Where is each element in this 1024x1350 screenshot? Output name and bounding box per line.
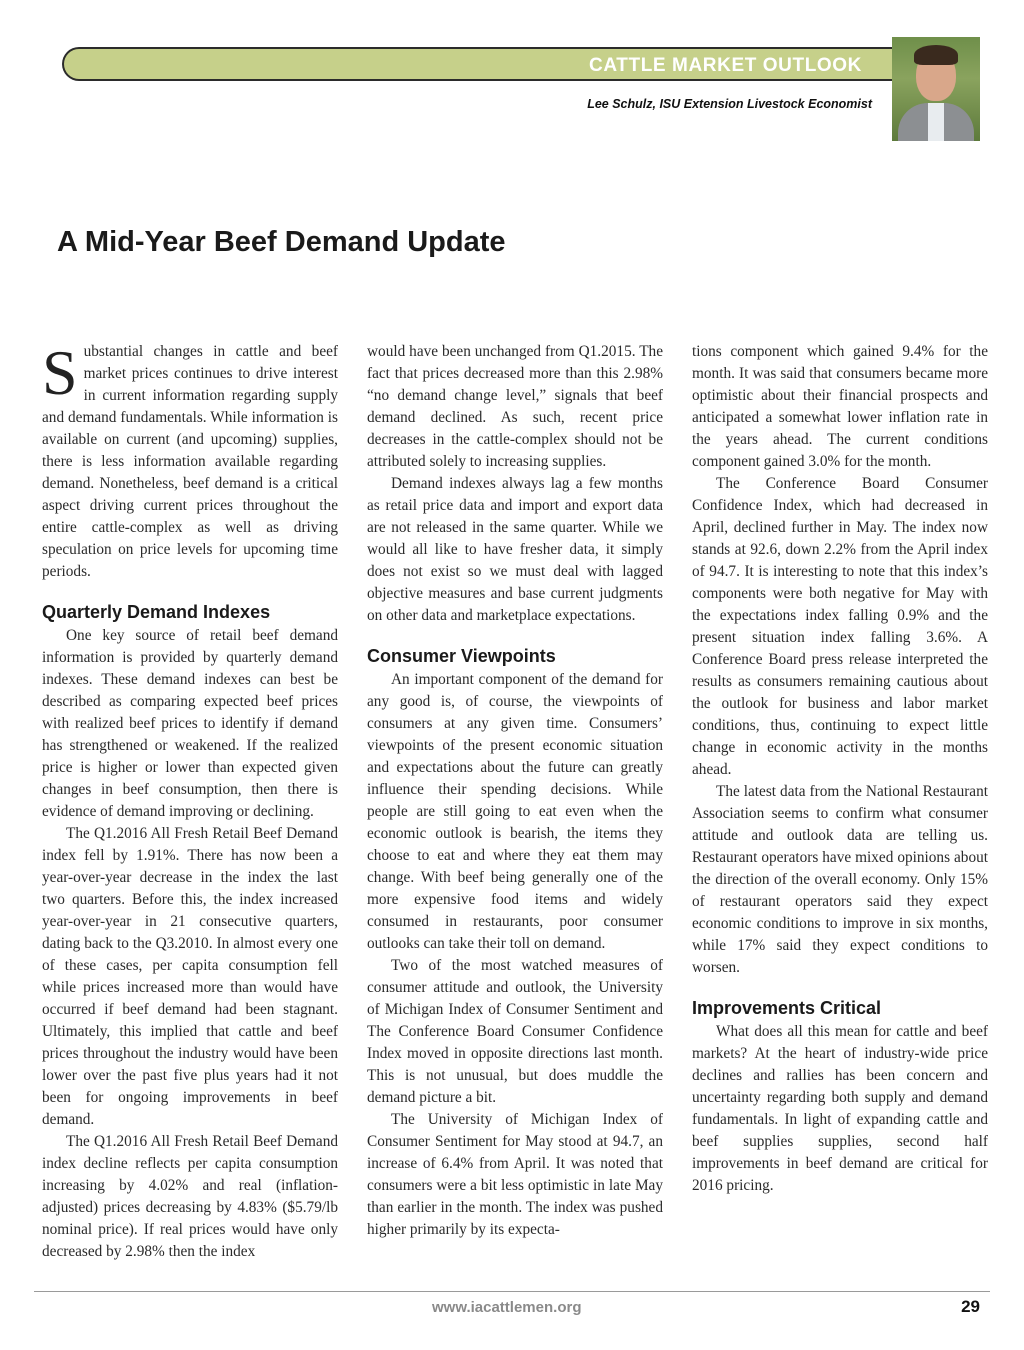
intro-paragraph: Substantial changes in cattle and beef market prices continues to drive interest in current information regarding supply and demand fundamentals. While information is available on current (and upcoming) supplies, there is less information available regarding demand. Nonetheless, beef demand is a critical aspect driving current prices throughout the entire cattle-complex as well as driving speculation on price levels for upcoming time periods. xyxy=(42,337,338,580)
paragraph: An important component of the demand for any good is, of course, the viewpoints of consumers at any given time. Consumers’ viewpoints of the present economic situation and expectations about the future can greatly influence their spending decisions. While people are still going to eat even when the economic outlook is bearish, the items they choose to eat and where they eat them may change. With beef being generally one of the more expensive food items and widely consumed in restaurants, poor consumer outlooks can take their toll on demand. xyxy=(367,671,663,952)
footer-url[interactable]: www.iacattlemen.org xyxy=(432,1299,582,1316)
column-2 xyxy=(367,341,663,1241)
paragraph: The latest data from the National Restaurant Association seems to confirm what consumer attitude and outlook data are telling us. Restaurant operators have mixed opinions about the direction of the overall economy. Only 15% of restaurant operators said they expect economic conditions to improve in six months, while 17% said they expect conditions to worsen. xyxy=(692,783,988,976)
subhead-improvements-critical: Improvements Critical xyxy=(692,998,882,1018)
article-title: A Mid-Year Beef Demand Update xyxy=(57,226,506,258)
subhead-consumer-viewpoints: Consumer Viewpoints xyxy=(367,646,556,666)
column-3 xyxy=(692,341,988,1197)
page-number: 29 xyxy=(961,1297,980,1316)
drop-cap: S xyxy=(42,337,78,408)
paragraph: The Q1.2016 All Fresh Retail Beef Demand index fell by 1.91%. There has now been a year-over-year decrease in the index the last two quarters. Before this, the index increased year-over-year in 21 consecutive quarters, dating back to the Q3.2010. In almost every one of these cases, per capita consumption fell while prices increased more than would have occurred if beef demand had been stagnant. Ultimately, this implied that cattle and beef prices throughout the industry would have been lower over the past five plus years had it not been for ongoing improvements in beef demand. xyxy=(42,825,338,1128)
footer-rule xyxy=(34,1291,990,1292)
paragraph: The Q1.2016 All Fresh Retail Beef Demand index decline reflects per capita consumption increasing by 4.02% and real (inflation-adjusted) prices decreasing by 4.83% ($5.79/lb nominal price). If real prices would have only decreased by 2.98% then the index xyxy=(42,1133,338,1260)
section-title: CATTLE MARKET OUTLOOK xyxy=(589,55,862,76)
paragraph: One key source of retail beef demand information is provided by quarterly demand indexes. These demand indexes can best be described as comparing expected beef prices with realized beef prices to identify if demand has strengthened or weakened. If the realized price is higher or lower than expected given changes in beef consumption, then there is evidence of demand improving or declining. xyxy=(42,627,338,820)
paragraph: tions component which gained 9.4% for the month. It was said that consumers became more optimistic about their financial prospects and anticipated a somewhat lower inflation rate in the years ahead. The current conditions component gained 3.0% for the month. xyxy=(692,343,988,470)
subhead-quarterly-demand: Quarterly Demand Indexes xyxy=(42,602,271,622)
paragraph: What does all this mean for cattle and beef markets? At the heart of industry-wide price declines and rallies has been concern and uncertainty regarding both supply and demand fundamentals. In light of expanding cattle and beef supplies supplies, second half improvements in beef demand are critical for 2016 pricing. xyxy=(692,1023,988,1194)
section-banner xyxy=(62,47,900,81)
paragraph: Demand indexes always lag a few months as retail price data and import and export data are not released in the same quarter. While we would all like to have fresher data, it simply does not exist so we must deal with lagged objective measures and base current judgments on other data and marketplace expectations. xyxy=(367,475,663,624)
paragraph: Two of the most watched measures of consumer attitude and outlook, the University of Michigan Index of Consumer Sentiment and The Conference Board Consumer Confidence Index moved in opposite directions last month. This is not unusual, but does muddle the demand picture a bit. xyxy=(367,957,663,1106)
author-byline: Lee Schulz, ISU Extension Livestock Economist xyxy=(587,97,872,111)
author-photo xyxy=(892,37,980,141)
paragraph: would have been unchanged from Q1.2015. The fact that prices decreased more than this 2.98% “no demand change level,” signals that beef demand declined. As such, recent price decreases in the cattle-complex should not be attributed solely to increasing supplies. xyxy=(367,343,663,470)
paragraph: The University of Michigan Index of Consumer Sentiment for May stood at 94.7, an increase of 6.4% from April. It was noted that consumers were a bit less optimistic in late May than earlier in the month. The index was pushed higher primarily by its expecta- xyxy=(367,1111,663,1238)
paragraph: The Conference Board Consumer Confidence Index, which had decreased in April, declined further in May. The index now stands at 92.6, down 2.2% from the April index of 94.7. It is interesting to note that this index’s components were both negative for May with the expectations index falling 0.9% and the present situation index falling 3.6%. A Conference Board press release interpreted the results as consumers remaining cautious about the outlook for business and labor market conditions, thus, continuing to expect little change in economic activity in the months ahead. xyxy=(692,475,988,778)
column-1 xyxy=(42,337,338,1263)
